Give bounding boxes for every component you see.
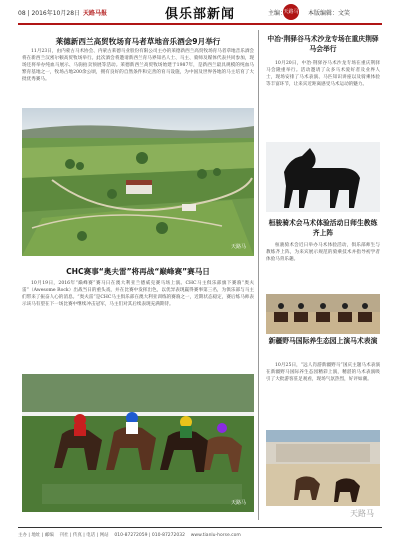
footer-address: 主办 | 地址 | 邮编 bbox=[18, 533, 54, 538]
photo2-watermark: 天路马 bbox=[230, 500, 246, 506]
horse-racing-photo bbox=[22, 374, 254, 512]
issue-date: 08 | 2016年10月28日 bbox=[18, 10, 81, 17]
footer-contacts: 刊社 | 传真 | 电话 | 网站 bbox=[59, 533, 109, 538]
article1-headline: 莱德新西兰高贸牧场育马者草地音乐酒会9月举行 bbox=[55, 37, 221, 46]
black-horse-photo bbox=[266, 142, 380, 212]
article2-body: 10月19日，2016年“巅峰赛”赛马日在澳大利亚兰德威克赛马场上演。CHC马主俱乐部旗下赛驹“奥夫雷”（Awesome Rock）出战当日的重头戏，并在比赛中发挥出色，以优异表现赢得赛事第三名，为俱乐部与马主们带来了振奋人心的消息。“奥夫雷”是CHC马主俱乐部在澳大利亚训练的赛驹之一，近期状态稳定，赛后练马师表示该马有望在下一场比赛中继续冲击冠军，马主们对其后续表现充满期待。 bbox=[22, 281, 254, 308]
riders-group-photo bbox=[266, 294, 380, 334]
exhibition-arena-photo bbox=[266, 430, 380, 506]
column-divider bbox=[258, 30, 259, 520]
page-footer bbox=[18, 532, 382, 538]
footer-numbers: 010-87272059 | 010-87272032 bbox=[114, 533, 185, 538]
brand-logo: 天路马 bbox=[283, 4, 299, 20]
article5-body: 10月25日，“远人肖游新疆野马”国庆主题马术表演在新疆野马国际养生态园精彩上演，精湛的马术表演吸引了大批游客驻足观看，现场气氛热烈，好评如潮。 bbox=[266, 363, 380, 383]
editor-info bbox=[268, 8, 372, 17]
farm-aerial-photo bbox=[22, 108, 254, 256]
page-info bbox=[18, 8, 107, 17]
article3-body: 10月20日，中冶·荆驿谷马术沙龙专场在重庆荆驿马会隆重举行。活动邀请了众多马术爱好者及业界人士，现场安排了马术表演、马匹知识讲座以及骑乘体验等丰富环节，让来宾近距离感受马术运动的魅力。 bbox=[266, 61, 380, 88]
corner-watermark: 天路马 bbox=[350, 509, 374, 518]
photo1-watermark: 天路马 bbox=[230, 244, 246, 250]
article4-body: 桓骏骑术会近日举办马术体验活动，俱乐部师生与教练齐上阵，为来宾展示规范的骑乘技术并指导初学者体验马背乐趣。 bbox=[266, 243, 380, 263]
article4-headline: 桓骏骑术会马术体验活动日师生教练齐上阵 bbox=[268, 219, 378, 237]
article1-body: 11月23日，由内蒙古马术协会、内蒙古莱德马业股份有限公司主办的莱德新西兰高贸牧场育马者草地音乐酒会将在新西兰汉密尔顿高贸牧场举行。此次酒会将邀请新西兰育马界知名人士、马主、骑师及媒体代表共同参加，现场还将举办纯血马展示、马驹拍卖预展等活动。莱德新西兰高贸牧场始建于1987年，是新西兰最具规模的纯血马繁育基地之一，牧场占地200余公顷，拥有良好的自然条件和完善的育马设施，为中国及世界各地的马主培育了大批优秀赛马。 bbox=[22, 49, 254, 83]
footer-site[interactable]: www.tianlu-horse.com bbox=[190, 533, 241, 538]
section-title: 俱乐部新闻 bbox=[164, 7, 235, 22]
brand-name: 天路马报 bbox=[83, 10, 108, 17]
footer-rule bbox=[18, 527, 382, 528]
article5-headline: 新疆野马国际养生态园上演马术表演 bbox=[268, 337, 378, 345]
chief-editor: 主编： bbox=[268, 10, 287, 17]
layout-editor: 本版编辑：文笑 bbox=[308, 10, 351, 17]
header-rule bbox=[18, 23, 382, 25]
article2-headline: CHC赛事“奥夫雷”将再战“巅峰赛”赛马日 bbox=[66, 267, 210, 276]
article3-headline: 中冶·荆驿谷马术沙龙专场在重庆荆驿马会举行 bbox=[267, 35, 379, 53]
